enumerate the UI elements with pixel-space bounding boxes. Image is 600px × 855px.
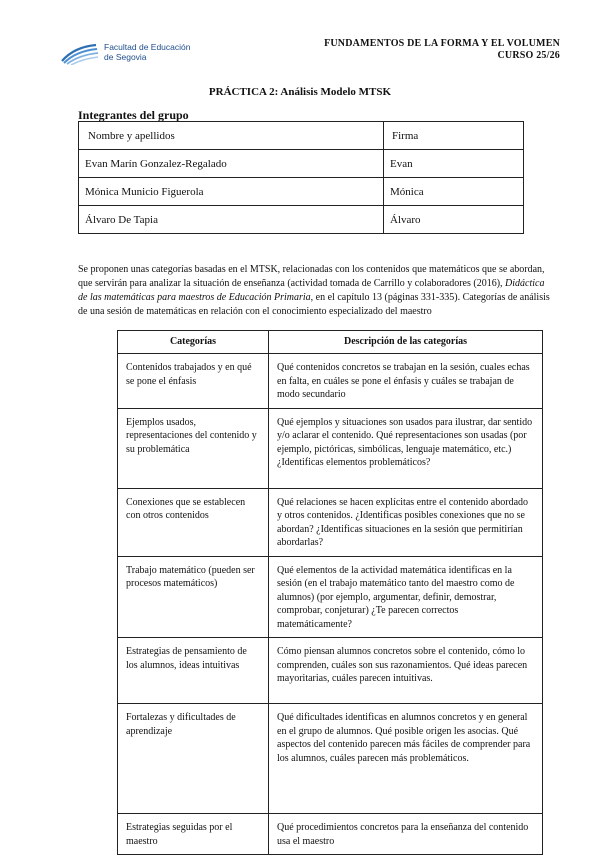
table-row bbox=[118, 408, 543, 488]
categories-header-cat: Categorías bbox=[118, 331, 269, 354]
table-row bbox=[118, 704, 543, 814]
category-desc bbox=[269, 488, 543, 556]
category-desc bbox=[269, 814, 543, 855]
category-desc-text: Qué contenidos concretos se trabajan en la sesión, cuales echas en falta, en cuáles se pone el énfasis y cuáles se trabajan de modo secundario bbox=[277, 362, 530, 400]
table-row bbox=[79, 206, 524, 234]
member-sign: Evan bbox=[384, 150, 524, 178]
member-name: Evan Marín Gonzalez-Regalado bbox=[79, 150, 384, 178]
category-desc-text: Qué ejemplos y situaciones son usados para ilustrar, dar sentido y/o aclarar el contenido. Qué representaciones son usadas (por ejemplo, pictóricas, simbólicas, lenguaje matemático, etc.) ¿Identificas elementos problemáticos? bbox=[277, 416, 533, 468]
categories-header-desc: Descripción de las categorías bbox=[269, 331, 543, 354]
faculty-logo-icon bbox=[60, 41, 100, 65]
course-header bbox=[324, 38, 560, 62]
logo-line-2: de Segovia bbox=[104, 52, 147, 62]
member-name: Álvaro De Tapia bbox=[79, 206, 384, 234]
category-name bbox=[118, 814, 269, 855]
category-name-text: Trabajo matemático (pueden ser procesos matemáticos) bbox=[126, 564, 255, 589]
category-desc bbox=[269, 638, 543, 704]
category-name bbox=[118, 556, 269, 638]
category-name bbox=[118, 704, 269, 814]
members-header-sign: Firma bbox=[384, 122, 524, 150]
category-name-text: Estrategias seguidas por el maestro bbox=[126, 822, 233, 847]
member-sign: Mónica bbox=[384, 178, 524, 206]
faculty-logo bbox=[60, 38, 200, 68]
practice-title: PRÁCTICA 2: Análisis Modelo MTSK bbox=[208, 86, 392, 98]
category-desc bbox=[269, 704, 543, 814]
category-desc bbox=[269, 408, 543, 488]
table-row bbox=[118, 556, 543, 638]
table-row bbox=[118, 638, 543, 704]
group-title: Integrantes del grupo bbox=[78, 108, 189, 122]
members-header-name: Nombre y apellidos bbox=[79, 122, 384, 150]
members-header-row bbox=[79, 122, 524, 150]
intro-text-2: , en el capítulo 13 (páginas 331-335). Categorías de análisis de una sesión de matemáticas en relación con el conocimiento especializado del maestro bbox=[78, 292, 550, 317]
category-desc-text: Cómo piensan alumnos concretos sobre el contenido, cómo lo comprenden, cuáles son sus razonamientos. Qué ideas parecen mayoritarias, cuáles parecen intuitivas. bbox=[277, 646, 528, 684]
category-name bbox=[118, 354, 269, 409]
logo-line-1: Facultad de Educación bbox=[104, 42, 191, 52]
table-row bbox=[118, 488, 543, 556]
member-sign: Álvaro bbox=[384, 206, 524, 234]
category-desc bbox=[269, 556, 543, 638]
member-name: Mónica Municio Figuerola bbox=[79, 178, 384, 206]
categories-header-row bbox=[118, 331, 543, 354]
category-name bbox=[118, 638, 269, 704]
categories-table bbox=[117, 330, 543, 855]
category-desc bbox=[269, 354, 543, 409]
category-desc-text: Qué procedimientos concretos para la enseñanza del contenido usa el maestro bbox=[277, 822, 529, 847]
category-desc-text: Qué relaciones se hacen explícitas entre el contenido abordado y otros contenidos. ¿Identificas posibles conexiones que no se abordan? ¿Identificas situaciones en la sesión que permitirían abordarlas? bbox=[277, 496, 529, 548]
intro-book-title: Didáctica de las matemáticas para maestros de Educación Primaria bbox=[78, 278, 545, 303]
intro-text-1: Se proponen unas categorías basadas en el MTSK, relacionadas con los contenidos que matemáticos que se abordan, que servirán para analizar la situación de enseñanza (actividad tomada de Carrillo y colaboradores (2016), bbox=[78, 264, 545, 289]
table-row bbox=[79, 178, 524, 206]
category-desc-text: Qué elementos de la actividad matemática identificas en la sesión (en el trabajo matemático tanto del maestro como de alumnos) (por ejemplo, argumentar, definir, demostrar, comprobar, conjeturar) ¿Te parecen correctos matemáticamente? bbox=[277, 564, 515, 630]
category-name bbox=[118, 488, 269, 556]
table-row bbox=[79, 150, 524, 178]
category-desc-text: Qué dificultades identificas en alumnos concretos y en general en el grupo de alumnos. Qué posible origen les asocias. Qué aspectos del contenido parecen más fáciles de comprender para los alumnos, cuáles parecen más problemáticos. bbox=[277, 712, 531, 764]
category-name-text: Contenidos trabajados y en qué se pone el énfasis bbox=[126, 362, 252, 387]
category-name-text: Ejemplos usados, representaciones del contenido y su problemática bbox=[126, 416, 257, 455]
category-name bbox=[118, 408, 269, 488]
category-name-text: Fortalezas y dificultades de aprendizaje bbox=[126, 712, 236, 737]
table-row bbox=[118, 354, 543, 409]
category-name-text: Estrategias de pensamiento de los alumnos, ideas intuitivas bbox=[126, 646, 247, 671]
members-table bbox=[78, 121, 524, 234]
course-title: FUNDAMENTOS DE LA FORMA Y EL VOLUMEN bbox=[324, 38, 560, 49]
category-name-text: Conexiones que se establecen con otros contenidos bbox=[126, 496, 246, 521]
course-year: CURSO 25/26 bbox=[497, 50, 560, 61]
table-row bbox=[118, 814, 543, 855]
intro-paragraph bbox=[78, 263, 556, 319]
